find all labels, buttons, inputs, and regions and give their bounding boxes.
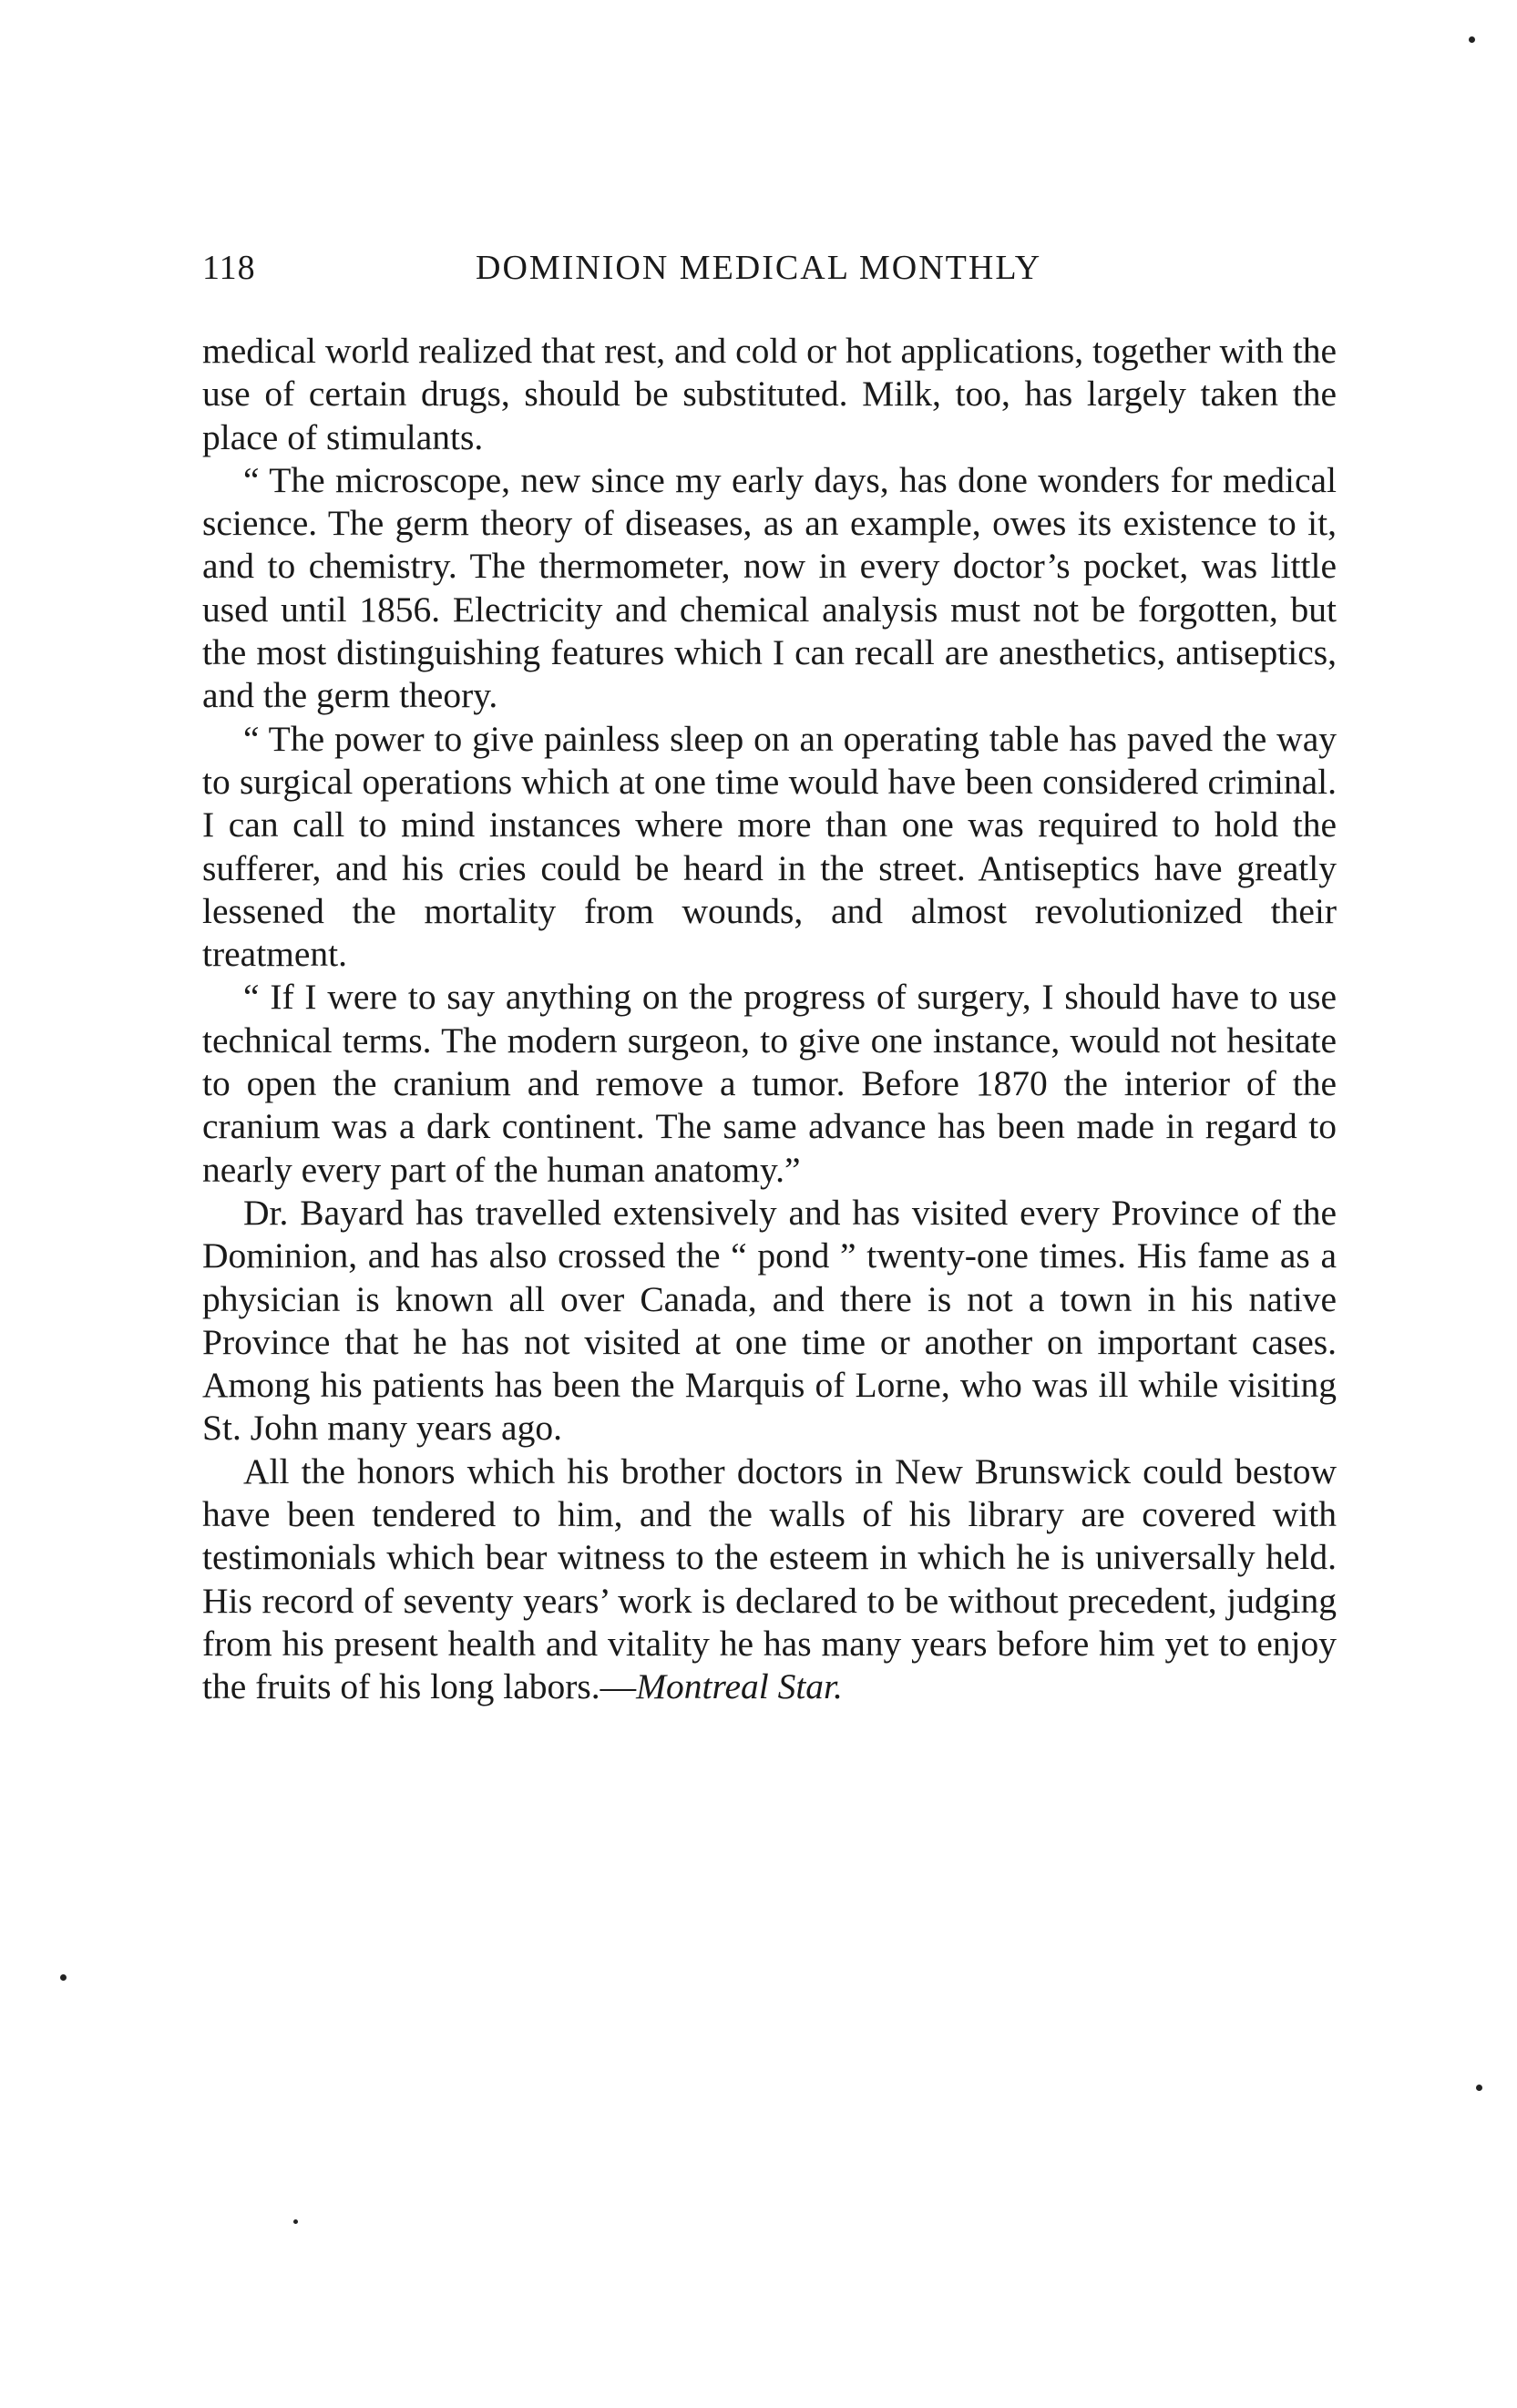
- scan-speck: [60, 1974, 67, 1981]
- scan-speck: [1469, 36, 1475, 43]
- scan-speck: [293, 2219, 298, 2224]
- paragraph-3: “ The power to give painless sleep on an operating table has paved the way to surgical operations which at one time would have been considered criminal. I can call to mind instances where more than one was required to hold the sufferer, and his cries could be heard in the street. Antiseptics have greatly lessened the mortality from wounds, and almost revolutionized their treatment.: [202, 718, 1337, 975]
- paragraph-4: “ If I were to say anything on the progress of surgery, I should have to use technical terms. The modern surgeon, to give one instance, would not hesitate to open the cranium and remove a tumor. Before 1870 the interior of the cranium was a dark continent. The same advance has been made in regard to nearly every part of the human anatomy.”: [202, 977, 1337, 1190]
- page-number: 118: [202, 249, 256, 287]
- scan-speck: [1476, 2085, 1482, 2091]
- paragraph-6: [202, 1450, 1337, 1709]
- article-body: [202, 330, 1337, 1709]
- running-head: [202, 248, 1337, 302]
- source-attribution: Montreal Star.: [636, 1666, 843, 1707]
- paragraph-1: medical world realized that rest, and cold or hot applications, together with the use of certain drugs, should be substituted. Milk, too, has largely taken the place of stimulants.: [202, 331, 1337, 457]
- journal-title: DOMINION MEDICAL MONTHLY: [476, 249, 1042, 287]
- paragraph-6-text: All the honors which his brother doctors in New Brunswick could bestow have been tendered to him, and the walls of his library are covered with testimonials which bear witness to the esteem in which he is universally held. His record of seventy years’ work is declared to be without precedent, judging from his present health and vitality he has many years before him yet to enjoy the fruits of his long labors.—: [202, 1450, 1337, 1707]
- paragraph-2: “ The microscope, new since my early days, has done wonders for medical science. The germ theory of diseases, as an example, owes its existence to it, and to chemistry. The thermometer, now in every doctor’s pocket, was little used until 1856. Electricity and chemical analysis must not be forgotten, but the most distinguishing features which I can recall are anesthetics, antiseptics, and the germ theory.: [202, 459, 1337, 716]
- paragraph-5: Dr. Bayard has travelled extensively and has visited every Province of the Dominion, and has also crossed the “ pond ” twenty-one times. His fame as a physician is known all over Canada, and there is not a town in his native Province that he has not visited at one time or another on important cases. Among his patients has been the Marquis of Lorne, who was ill while visiting St. John many years ago.: [202, 1192, 1337, 1449]
